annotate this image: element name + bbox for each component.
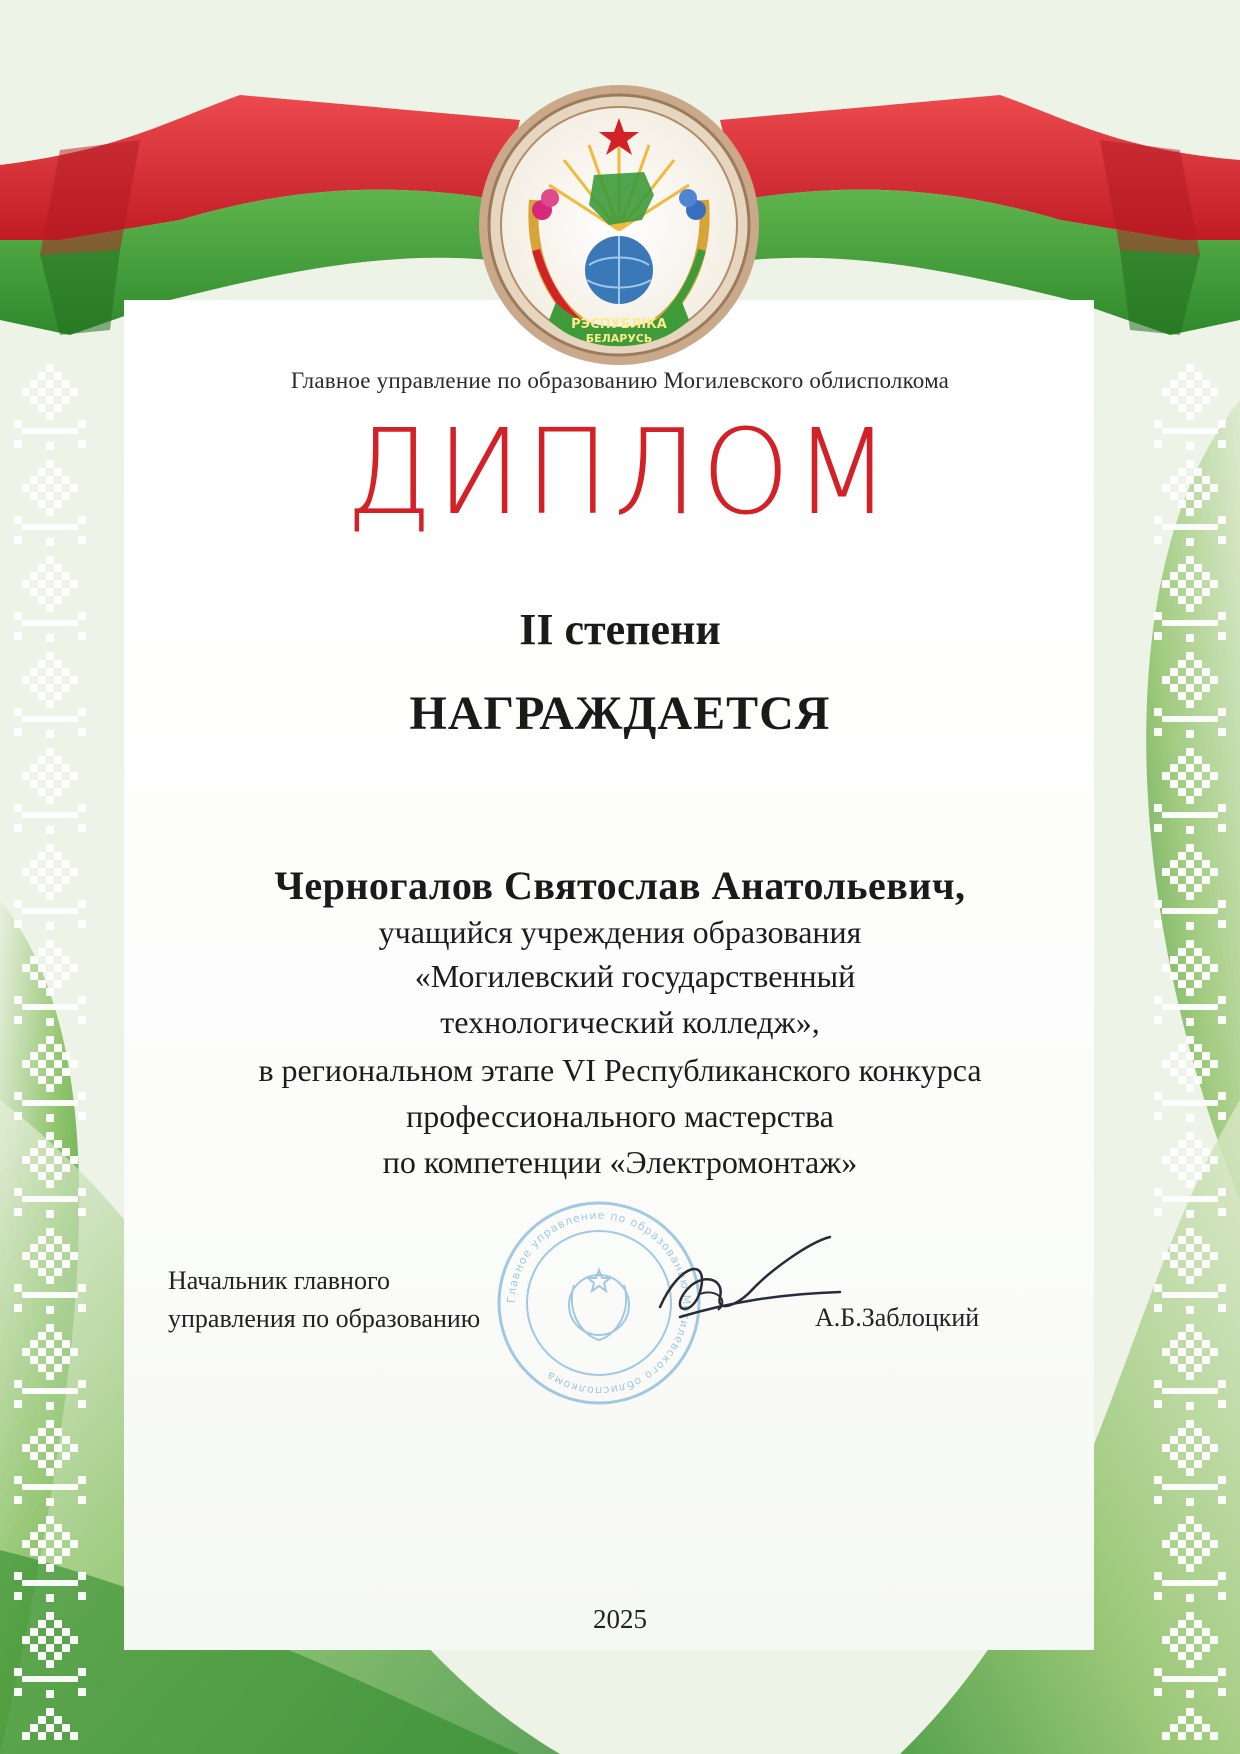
- award-degree: II степени: [519, 605, 721, 654]
- stamp-text: Главное управление по образованию Могилевского облисполкома: [504, 1208, 694, 1398]
- emblem-ribbon-top: РЭСПУБЛІКА: [571, 317, 667, 332]
- signatory-name: А.Б.Заблоцкий: [815, 1303, 980, 1332]
- organization-name: Главное управление по образованию Могилевского облисполкома: [290, 368, 950, 393]
- signatory-position-line: управления по образованию: [168, 1304, 481, 1333]
- state-emblem: [474, 80, 764, 370]
- issue-year: 2025: [593, 1604, 647, 1634]
- recipient-line: учащийся учреждения образования: [378, 914, 862, 950]
- diploma-title: ДИПЛОМ: [345, 404, 895, 542]
- left-ornament-border: [12, 360, 88, 1740]
- recipient-line: «Могилевский государственный: [414, 958, 856, 994]
- recipient-name: Черногалов Святослав Анатольевич,: [274, 863, 966, 908]
- recipient-line: технологический колледж»,: [440, 1004, 820, 1040]
- signatory-position-line: Начальник главного: [168, 1266, 390, 1295]
- emblem-ribbon-bottom: БЕЛАРУСЬ: [585, 332, 653, 345]
- signatory-position: [168, 1262, 480, 1338]
- recipient-line: профессионального мастерства: [406, 1098, 834, 1134]
- right-ornament-border: [1152, 360, 1228, 1740]
- recipient-line: по компетенции «Электромонтаж»: [382, 1144, 858, 1180]
- recipient-line: в региональном этапе VI Республиканского конкурса: [258, 1052, 982, 1088]
- awarded-heading: НАГРАЖДАЕТСЯ: [409, 687, 831, 740]
